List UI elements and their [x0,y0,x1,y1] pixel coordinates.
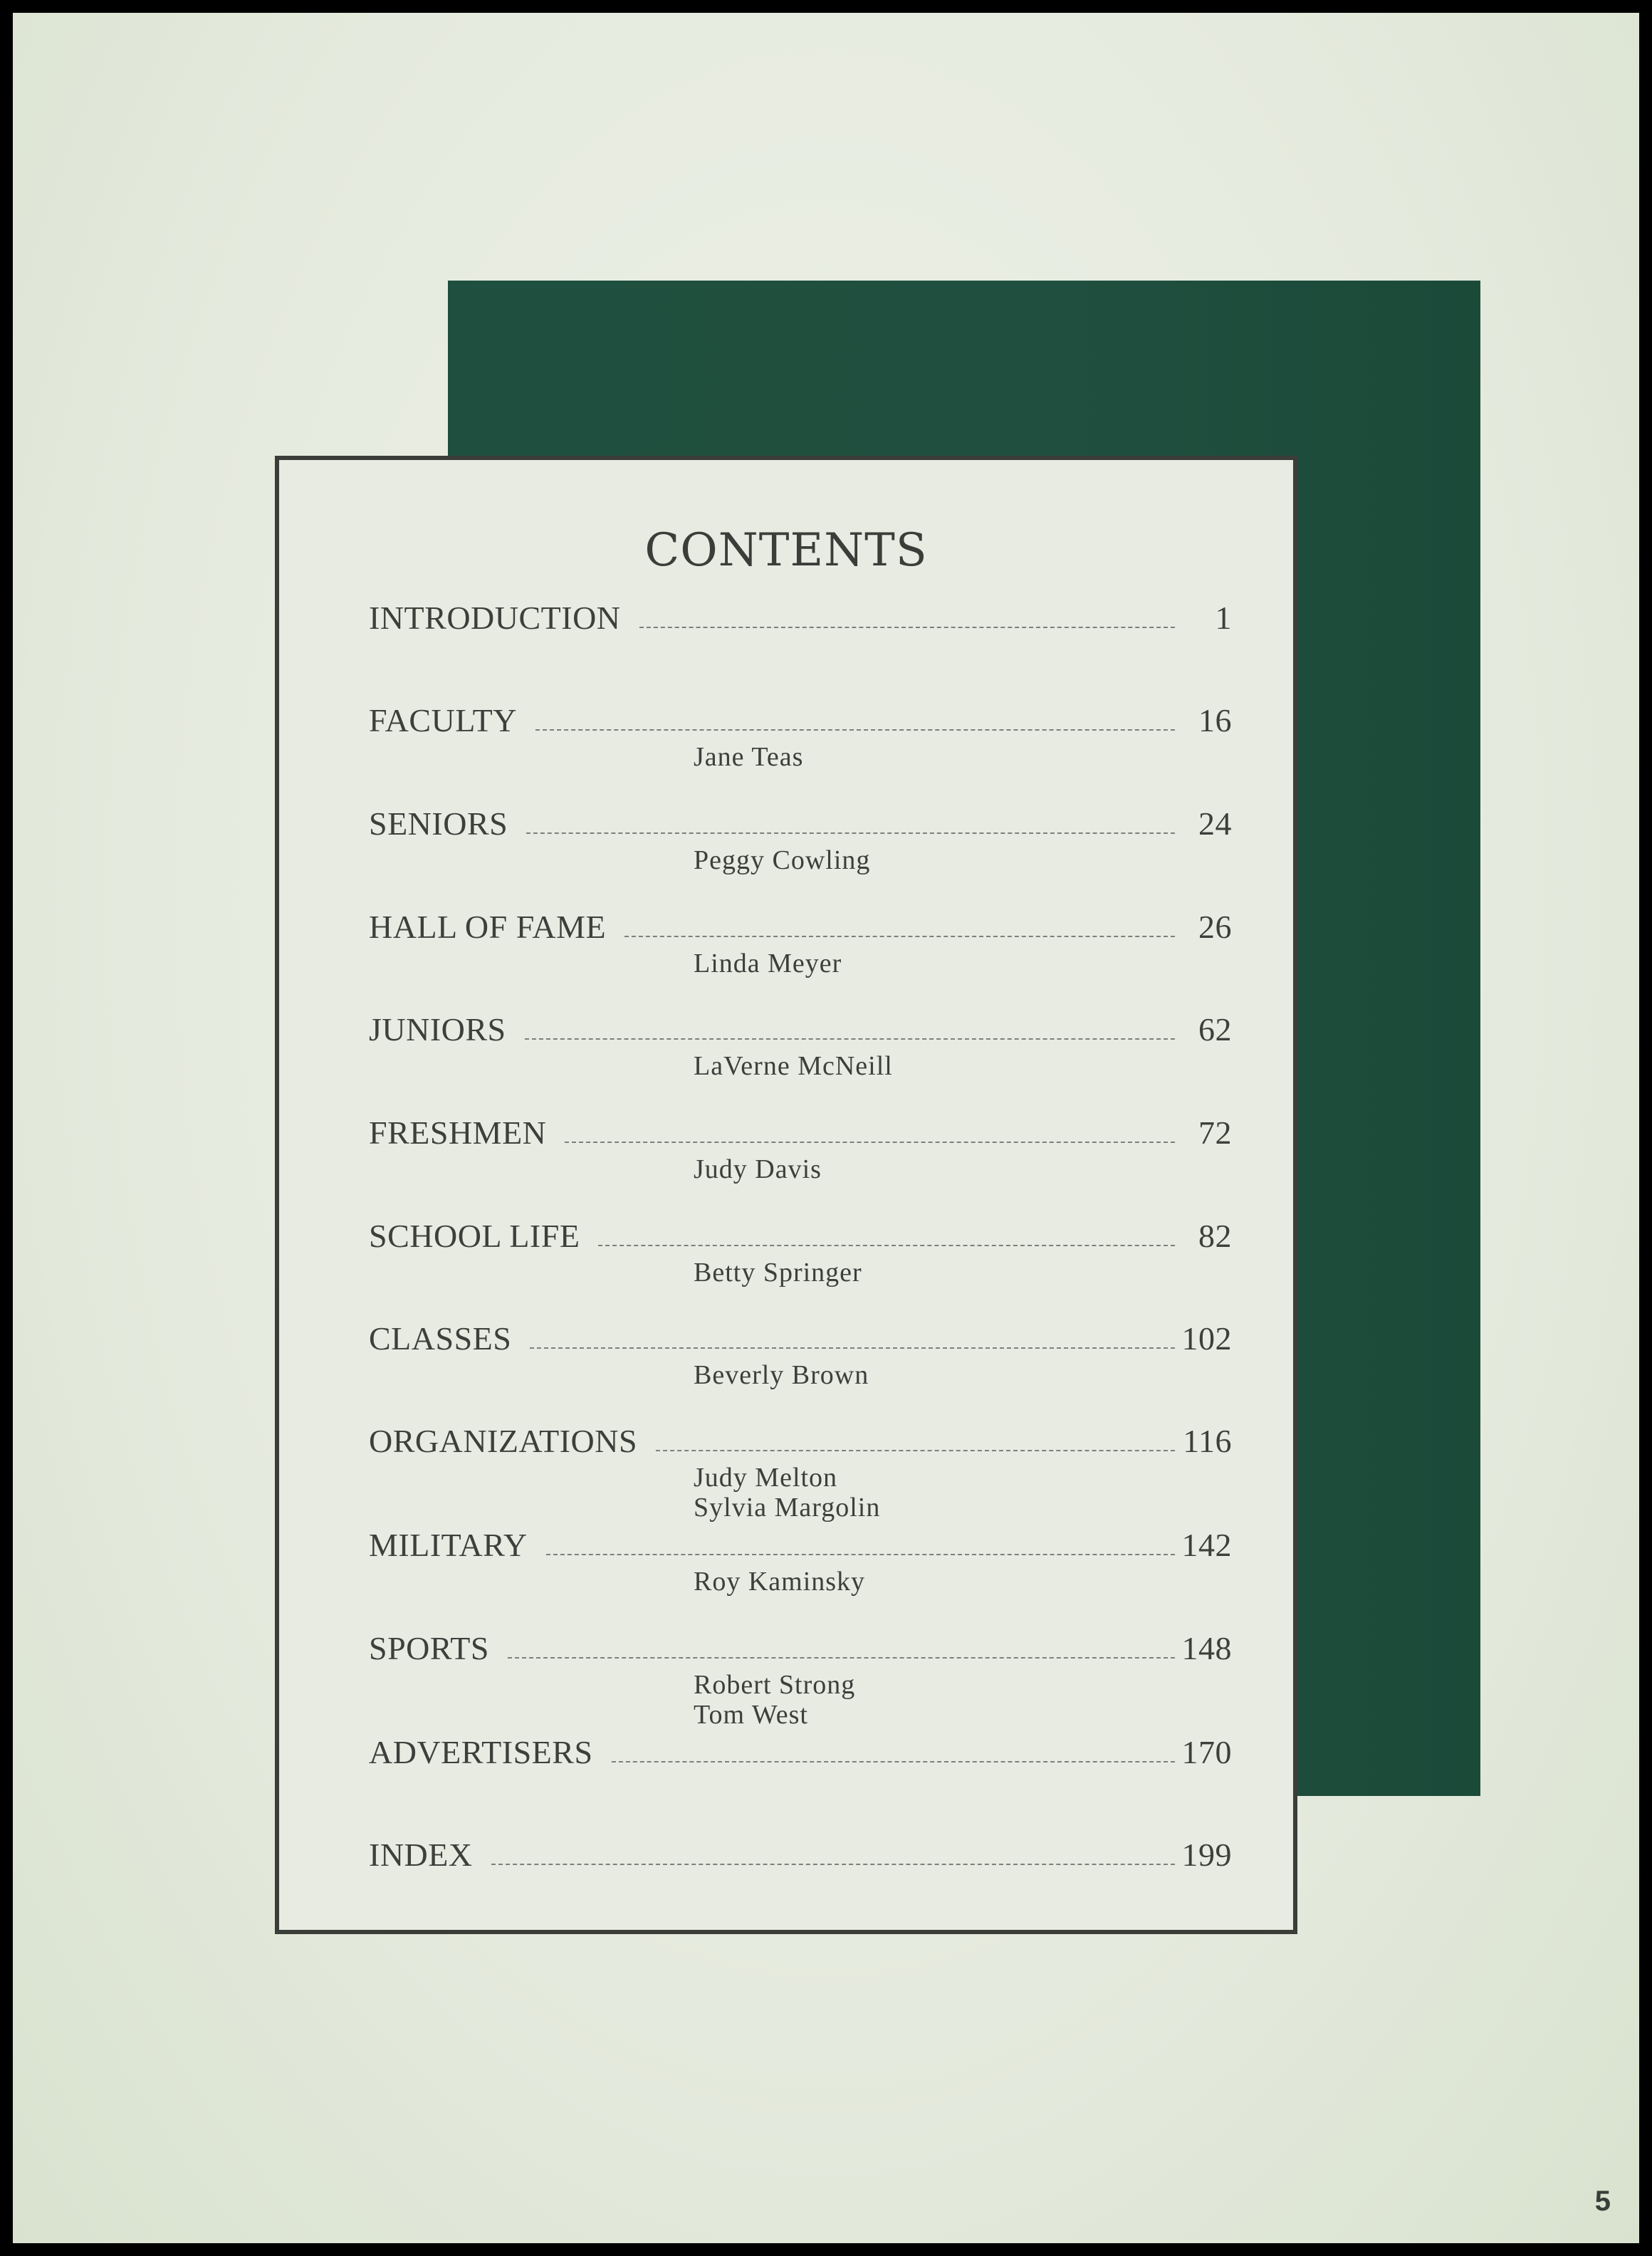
section-page: 72 [1198,1114,1232,1151]
toc-entry-introduction [369,594,1232,637]
section-label: FACULTY [369,702,517,738]
yearbook-page [13,13,1639,2243]
section-label: SCHOOL LIFE [369,1218,580,1254]
dot-leader [624,936,1175,937]
section-page: 16 [1198,702,1232,738]
section-page: 82 [1198,1218,1232,1254]
toc-entry-index [369,1831,1232,1874]
section-page: 24 [1198,805,1232,842]
section-editor: Judy Davis [694,1154,822,1184]
section-editor: Linda Meyer [694,949,842,978]
dot-leader [526,832,1175,834]
section-page: 142 [1181,1527,1232,1563]
dot-leader [565,1142,1175,1143]
section-page: 102 [1181,1320,1232,1357]
dot-leader [598,1245,1175,1246]
dot-leader [546,1554,1175,1555]
section-editor: Judy Melton [694,1463,838,1493]
section-label: FRESHMEN [369,1114,547,1151]
section-label: SENIORS [369,805,508,842]
section-editor: Jane Teas [694,742,804,772]
page-number: 5 [1594,2186,1611,2217]
toc-entry-hall-of-fame [369,903,1232,946]
contents-card [275,456,1297,1934]
section-label: SPORTS [369,1630,489,1666]
dot-leader [639,627,1175,628]
toc-entry-seniors [369,800,1232,842]
section-editor: Roy Kaminsky [694,1567,866,1597]
section-page: 148 [1181,1630,1232,1666]
section-label: ADVERTISERS [369,1734,593,1770]
toc-entry-sports [369,1624,1232,1667]
toc-entry-military [369,1521,1232,1564]
contents-title: CONTENTS [644,524,928,577]
section-page: 26 [1198,909,1232,945]
toc-entry-organizations [369,1417,1232,1460]
section-editor: Peggy Cowling [694,845,871,875]
section-label: CLASSES [369,1320,512,1357]
section-page: 199 [1181,1837,1232,1873]
dot-leader [530,1347,1175,1349]
section-editor: Betty Springer [694,1258,862,1288]
dot-leader [491,1864,1175,1865]
section-label: MILITARY [369,1527,528,1563]
toc-entry-juniors [369,1006,1232,1048]
section-page: 170 [1181,1734,1232,1770]
section-label: JUNIORS [369,1011,506,1048]
section-editor: LaVerne McNeill [694,1051,893,1081]
toc-entry-advertisers [369,1728,1232,1771]
section-page: 62 [1198,1011,1232,1048]
section-editor: Robert Strong [694,1670,856,1700]
toc-entry-freshmen [369,1109,1232,1152]
toc-entry-classes [369,1315,1232,1357]
section-label: ORGANIZATIONS [369,1423,638,1459]
dot-leader [656,1450,1175,1451]
toc-entry-faculty [369,696,1232,739]
toc-entry-school-life [369,1212,1232,1255]
dot-leader [612,1761,1175,1762]
dot-leader [525,1038,1175,1040]
dot-leader [508,1657,1175,1659]
section-label: INDEX [369,1837,473,1873]
section-editor: Tom West [694,1700,808,1730]
section-page: 1 [1215,600,1232,636]
section-page: 116 [1183,1423,1232,1459]
section-label: INTRODUCTION [369,600,621,636]
dot-leader [535,729,1175,731]
section-editor: Sylvia Margolin [694,1493,881,1523]
section-editor: Beverly Brown [694,1360,869,1390]
section-label: HALL OF FAME [369,909,607,945]
